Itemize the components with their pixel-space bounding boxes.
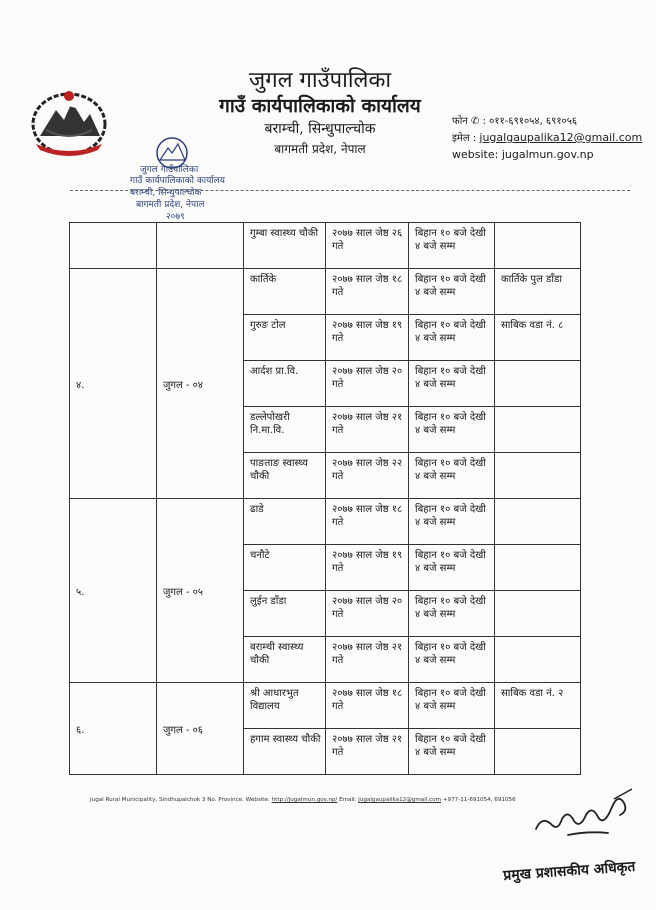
date-cell: २०७७ साल जेष्ठ २६ गते [326, 223, 409, 269]
remark-cell [495, 453, 581, 499]
stamp-line-4: बागमती प्रदेश, नेपाल [136, 200, 205, 210]
date-cell: २०७७ साल जेष्ठ १९ गते [326, 545, 409, 591]
stamp-line-1: जुगल गाउँपालिका [140, 165, 199, 175]
time-cell: बिहान १० बजे देखी ४ बजे सम्म [409, 637, 495, 683]
remark-cell: साबिक वडा नं. ८ [495, 315, 581, 361]
location-cell: चनौटे [244, 545, 326, 591]
location-cell: बराम्ची स्वास्थ्य चौकी [244, 637, 326, 683]
signature-icon [528, 785, 640, 841]
serial-cell [70, 223, 157, 269]
phone-number: ०११-६९१०५४, ६९१०५६ [489, 116, 578, 127]
date-cell: २०७७ साल जेष्ठ २० गते [326, 361, 409, 407]
signatory-title: प्रमुख प्रशासकीय अधिकृत [502, 858, 636, 885]
remark-cell [495, 499, 581, 545]
remark-cell: साबिक वडा नं. २ [495, 683, 581, 729]
table-row [70, 499, 581, 545]
office-province: बागमती प्रदेश, नेपाल [274, 142, 366, 156]
serial-cell: ४. [70, 269, 157, 499]
location-cell: गुरुङ टोल [244, 315, 326, 361]
ward-cell: जुगल - ०६ [157, 683, 244, 775]
page-footer [90, 797, 516, 803]
time-cell: बिहान १० बजे देखी ४ बजे सम्म [409, 545, 495, 591]
time-cell: बिहान १० बजे देखी ४ बजे सम्म [409, 361, 495, 407]
remark-cell [495, 637, 581, 683]
footer-text-c: +977-11-691054, 691056 [441, 797, 516, 803]
office-name: गाउँ कार्यपालिकाको कार्यालय [219, 95, 421, 117]
schedule-table [69, 222, 581, 775]
time-cell: बिहान १० बजे देखी ४ बजे सम्म [409, 591, 495, 637]
government-emblem-icon [26, 84, 112, 162]
date-cell: २०७७ साल जेष्ठ १८ गते [326, 499, 409, 545]
serial-cell: ६. [70, 683, 157, 775]
remark-cell: कार्तिके पुल डाँडा [495, 269, 581, 315]
location-cell: आर्दश प्रा.वि. [244, 361, 326, 407]
remark-cell [495, 729, 581, 775]
date-cell: २०७७ साल जेष्ठ २० गते [326, 591, 409, 637]
date-cell: २०७७ साल जेष्ठ १८ गते [326, 683, 409, 729]
footer-text-a: Jugal Rural Municipality, Sindhupalchok 3 No. Province. Website: [90, 797, 272, 803]
date-cell: २०७७ साल जेष्ठ २१ गते [326, 729, 409, 775]
location-cell: डल्लेपोखरी नि.मा.वि. [244, 407, 326, 453]
date-cell: २०७७ साल जेष्ठ १८ गते [326, 269, 409, 315]
date-cell: २०७७ साल जेष्ठ २२ गते [326, 453, 409, 499]
time-cell: बिहान १० बजे देखी ४ बजे सम्म [409, 223, 495, 269]
time-cell: बिहान १० बजे देखी ४ बजे सम्म [409, 729, 495, 775]
stamp-line-3: बराम्ची, सिन्धुपाल्चोक [130, 188, 202, 198]
location-cell: लुईन डाँडा [244, 591, 326, 637]
time-cell: बिहान १० बजे देखी ४ बजे सम्म [409, 407, 495, 453]
remark-cell [495, 407, 581, 453]
stamp-line-5: २०७९ [166, 212, 185, 222]
location-cell: ढाडे [244, 499, 326, 545]
location-cell: गुम्बा स्वास्थ्य चौकी [244, 223, 326, 269]
email-label: इमेल : [452, 133, 477, 144]
office-address: बराम्ची, सिन्धुपाल्चोक [264, 121, 376, 137]
location-cell: श्री आधारभुत विद्यालय [244, 683, 326, 729]
location-cell: पाङताङ स्वास्थ्य चौकी [244, 453, 326, 499]
remark-cell [495, 361, 581, 407]
location-cell: हगाम स्वास्थ्य चौकी [244, 729, 326, 775]
time-cell: बिहान १० बजे देखी ४ बजे सम्म [409, 499, 495, 545]
date-cell: २०७७ साल जेष्ठ २१ गते [326, 637, 409, 683]
time-cell: बिहान १० बजे देखी ४ बजे सम्म [409, 453, 495, 499]
location-cell: कार्तिके [244, 269, 326, 315]
stamp-line-2: गाउँ कार्यपालिकाको कार्यालय [130, 176, 225, 186]
website-text: website: jugalmun.gov.np [452, 148, 594, 161]
table-row [70, 269, 581, 315]
time-cell: बिहान १० बजे देखी ४ बजे सम्म [409, 269, 495, 315]
ward-cell [157, 223, 244, 269]
footer-url[interactable]: http://jugalmun.gov.np/ [271, 797, 338, 803]
email-link[interactable]: jugalgaupalika12@gmail.com [479, 131, 643, 144]
footer-email[interactable]: jugalgaupalika12@gmail.com [358, 797, 442, 803]
footer-text-b: Email: [337, 797, 359, 803]
table-row [70, 683, 581, 729]
ward-cell: जुगल - ०५ [157, 499, 244, 683]
table-row [70, 223, 581, 269]
date-cell: २०७७ साल जेष्ठ १९ गते [326, 315, 409, 361]
schedule-table-body [70, 223, 581, 775]
time-cell: बिहान १० बजे देखी ४ बजे सम्म [409, 315, 495, 361]
date-cell: २०७७ साल जेष्ठ २१ गते [326, 407, 409, 453]
letterhead [180, 68, 460, 158]
time-cell: बिहान १० बजे देखी ४ बजे सम्म [409, 683, 495, 729]
serial-cell: ५. [70, 499, 157, 683]
ward-cell: जुगल - ०४ [157, 269, 244, 499]
remark-cell [495, 545, 581, 591]
header-divider [70, 190, 630, 191]
municipality-name: जुगल गाउँपालिका [248, 68, 392, 93]
phone-label: फोन ✆ : [452, 116, 486, 127]
remark-cell [495, 223, 581, 269]
contact-block [452, 114, 642, 163]
remark-cell [495, 591, 581, 637]
